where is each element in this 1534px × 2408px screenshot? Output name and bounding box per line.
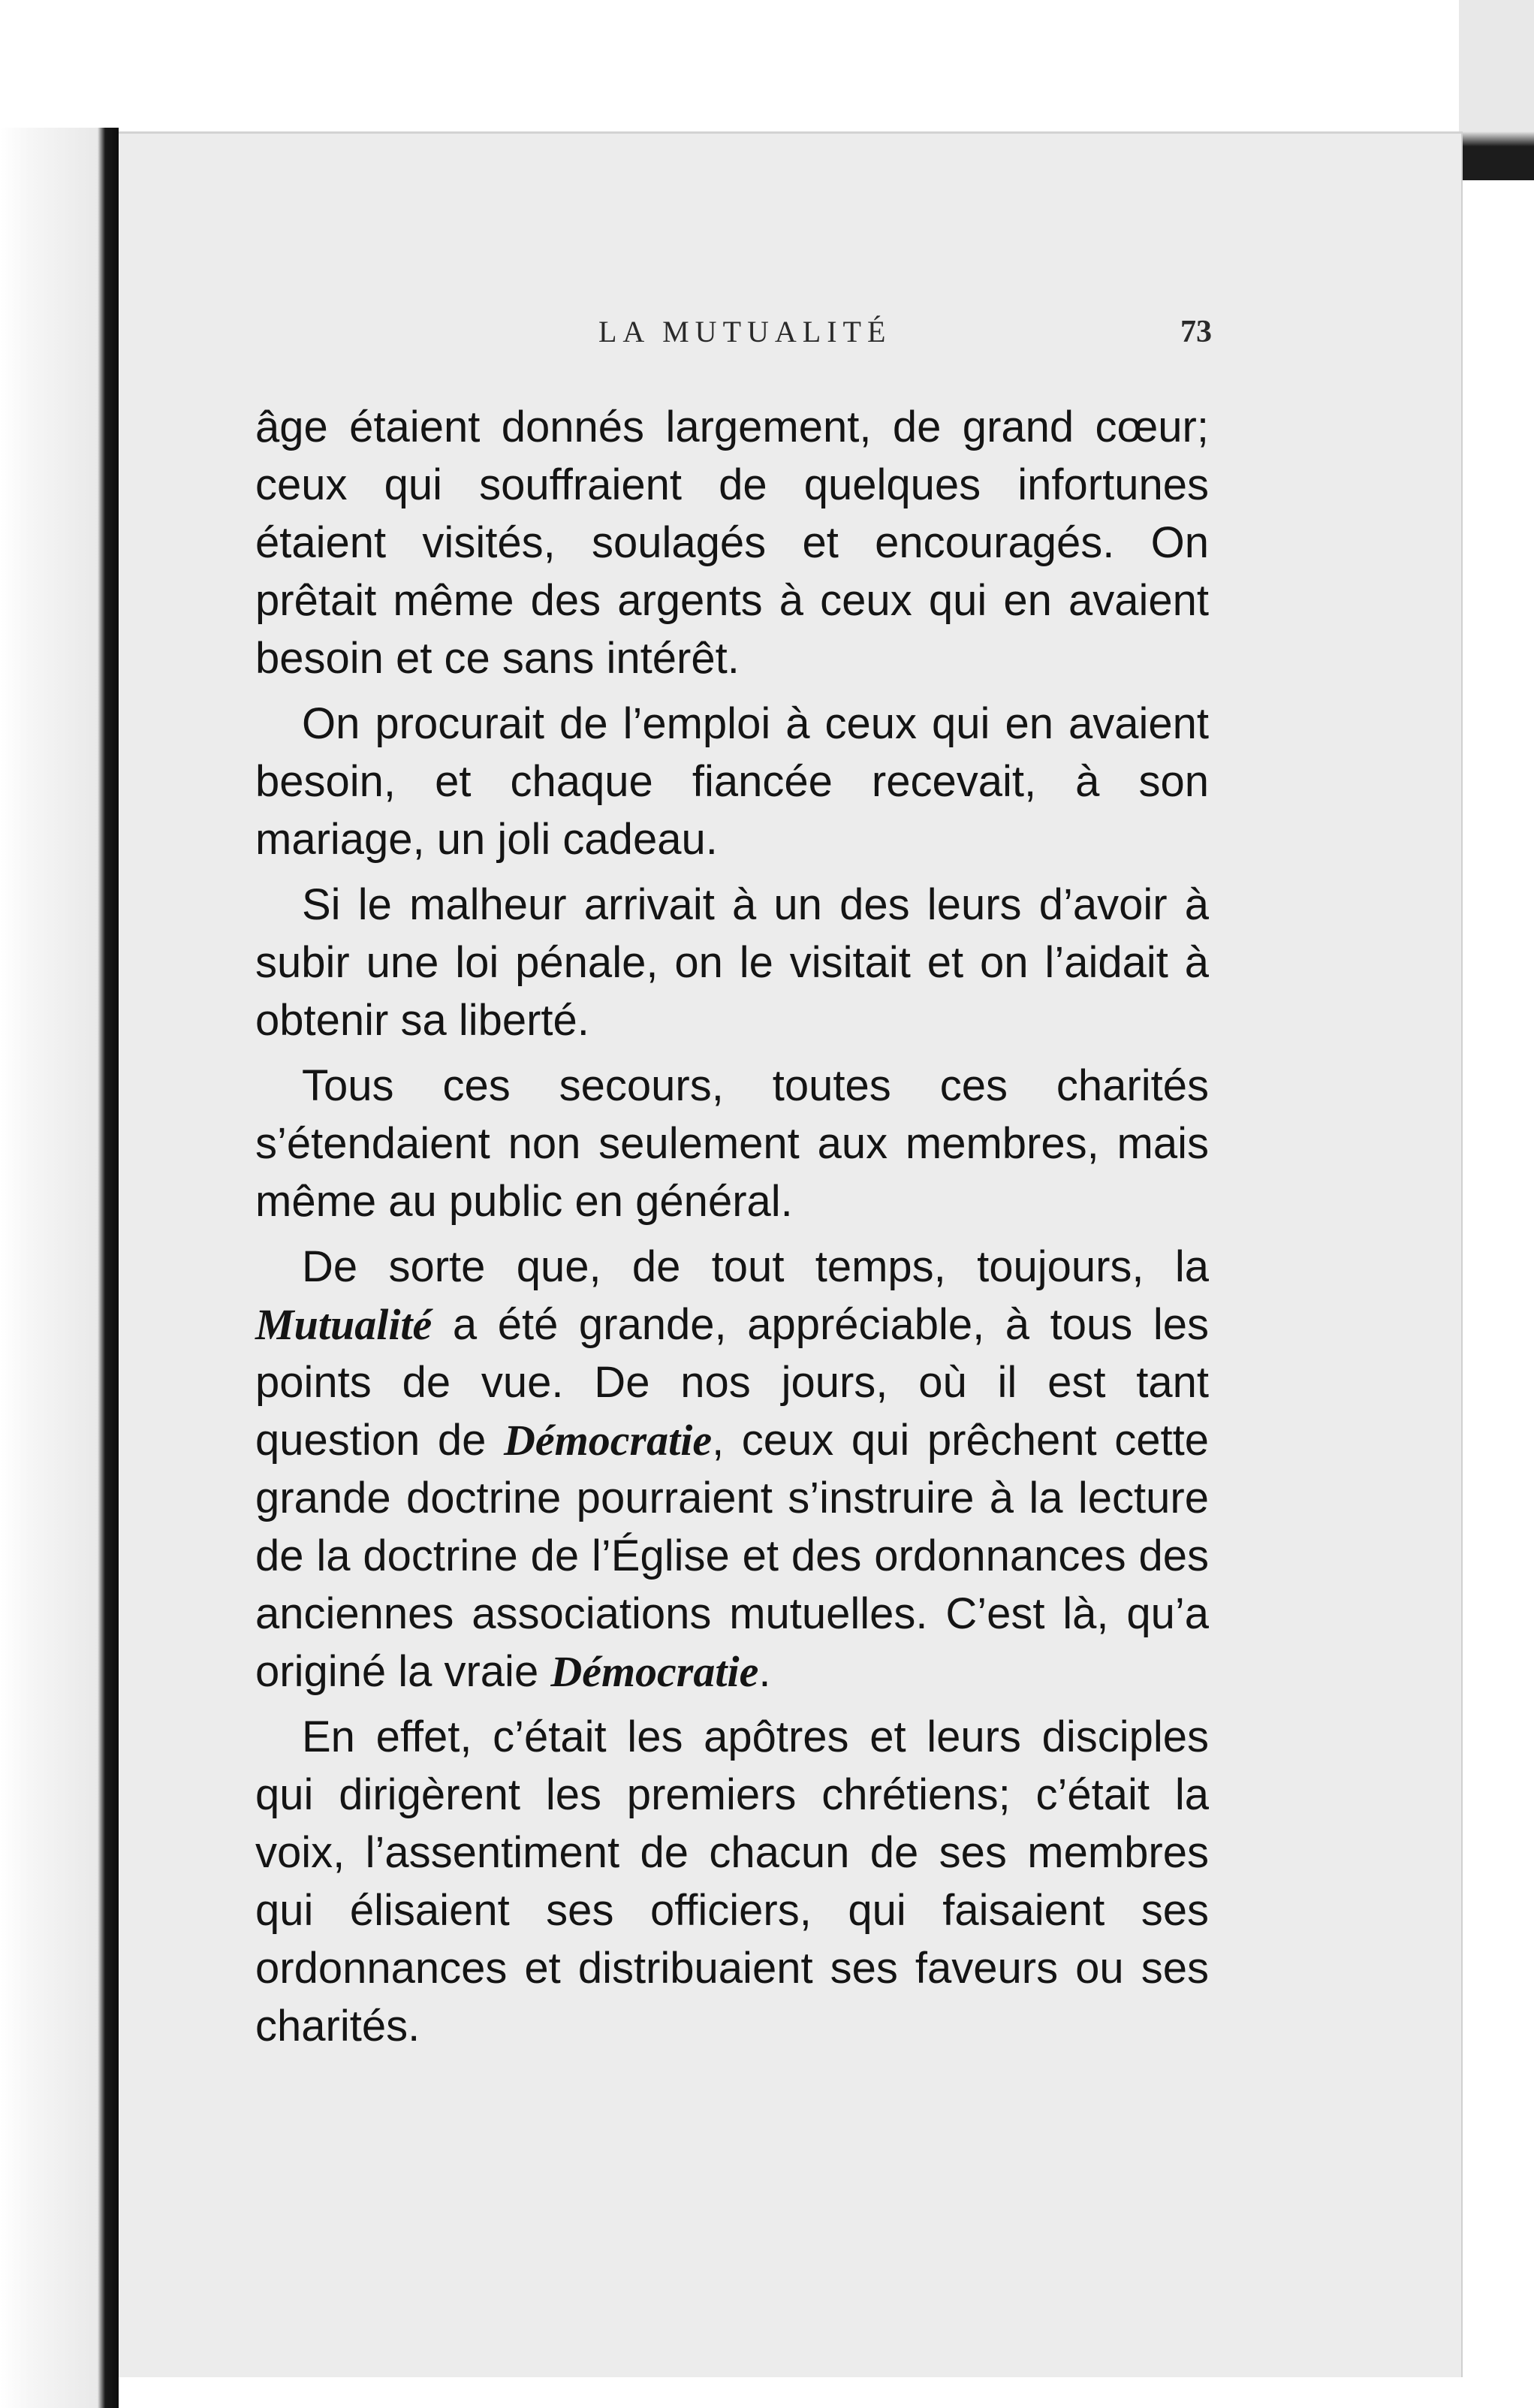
text-body [255, 398, 1209, 2062]
page-number: 73 [1180, 315, 1212, 349]
running-title: LA MUTUALITÉ [598, 315, 892, 349]
paragraph-2: On procurait de l’emploi à ceux qui en avaient besoin, et chaque fiancée recevait, à son mariage, un joli cadeau. [255, 699, 1209, 864]
scan-right-border [1459, 0, 1534, 180]
paragraph-5-part-a: De sorte que, de tout temps, toujours, la [302, 1242, 1209, 1291]
paragraph-5 [255, 1238, 1209, 1700]
paragraph-6: En effet, c’était les apôtres et leurs disciples qui dirigèrent les premiers chrétiens; c’était la voix, l’assentiment de chacun de ses membres qui élisaient ses officiers, qui faisaient ses ordonnances et distribuaient ses faveurs ou ses charités. [255, 1712, 1209, 2050]
scan-left-border [0, 128, 119, 2408]
paragraph-4: Tous ces secours, toutes ces charités s’étendaient non seulement aux membres, mais même au public en général. [255, 1061, 1209, 1226]
italic-democratie-1: Démocratie [504, 1416, 713, 1465]
paragraph-1: âge étaient donnés largement, de grand cœur; ceux qui souffraient de quelques infortunes étaient visités, soulagés et encouragés. On prêtait même des argents à ceux qui en avaient besoin et ce sans intérêt. [255, 403, 1209, 683]
paragraph-5-part-b: a été grande, appréciable, à tous les points de vue. De nos jours, où il est tant question de [255, 1300, 1209, 1465]
running-head [0, 314, 1534, 359]
italic-mutualite: Mutualité [255, 1300, 432, 1349]
paragraph-5-part-c: , ceux qui prêchent cette grande doctrine pourraient s’instruire à la lecture de la doctrine de l’Église et des ordonnances des anciennes associations mutuelles. C’est là, qu’a originé la vraie [255, 1416, 1209, 1696]
paragraph-3: Si le malheur arrivait à un des leurs d’avoir à subir une loi pénale, on le visitait et on l’aidait à obtenir sa liberté. [255, 880, 1209, 1045]
italic-democratie-2: Démocratie [550, 1647, 759, 1696]
paragraph-5-part-d: . [758, 1647, 771, 1696]
